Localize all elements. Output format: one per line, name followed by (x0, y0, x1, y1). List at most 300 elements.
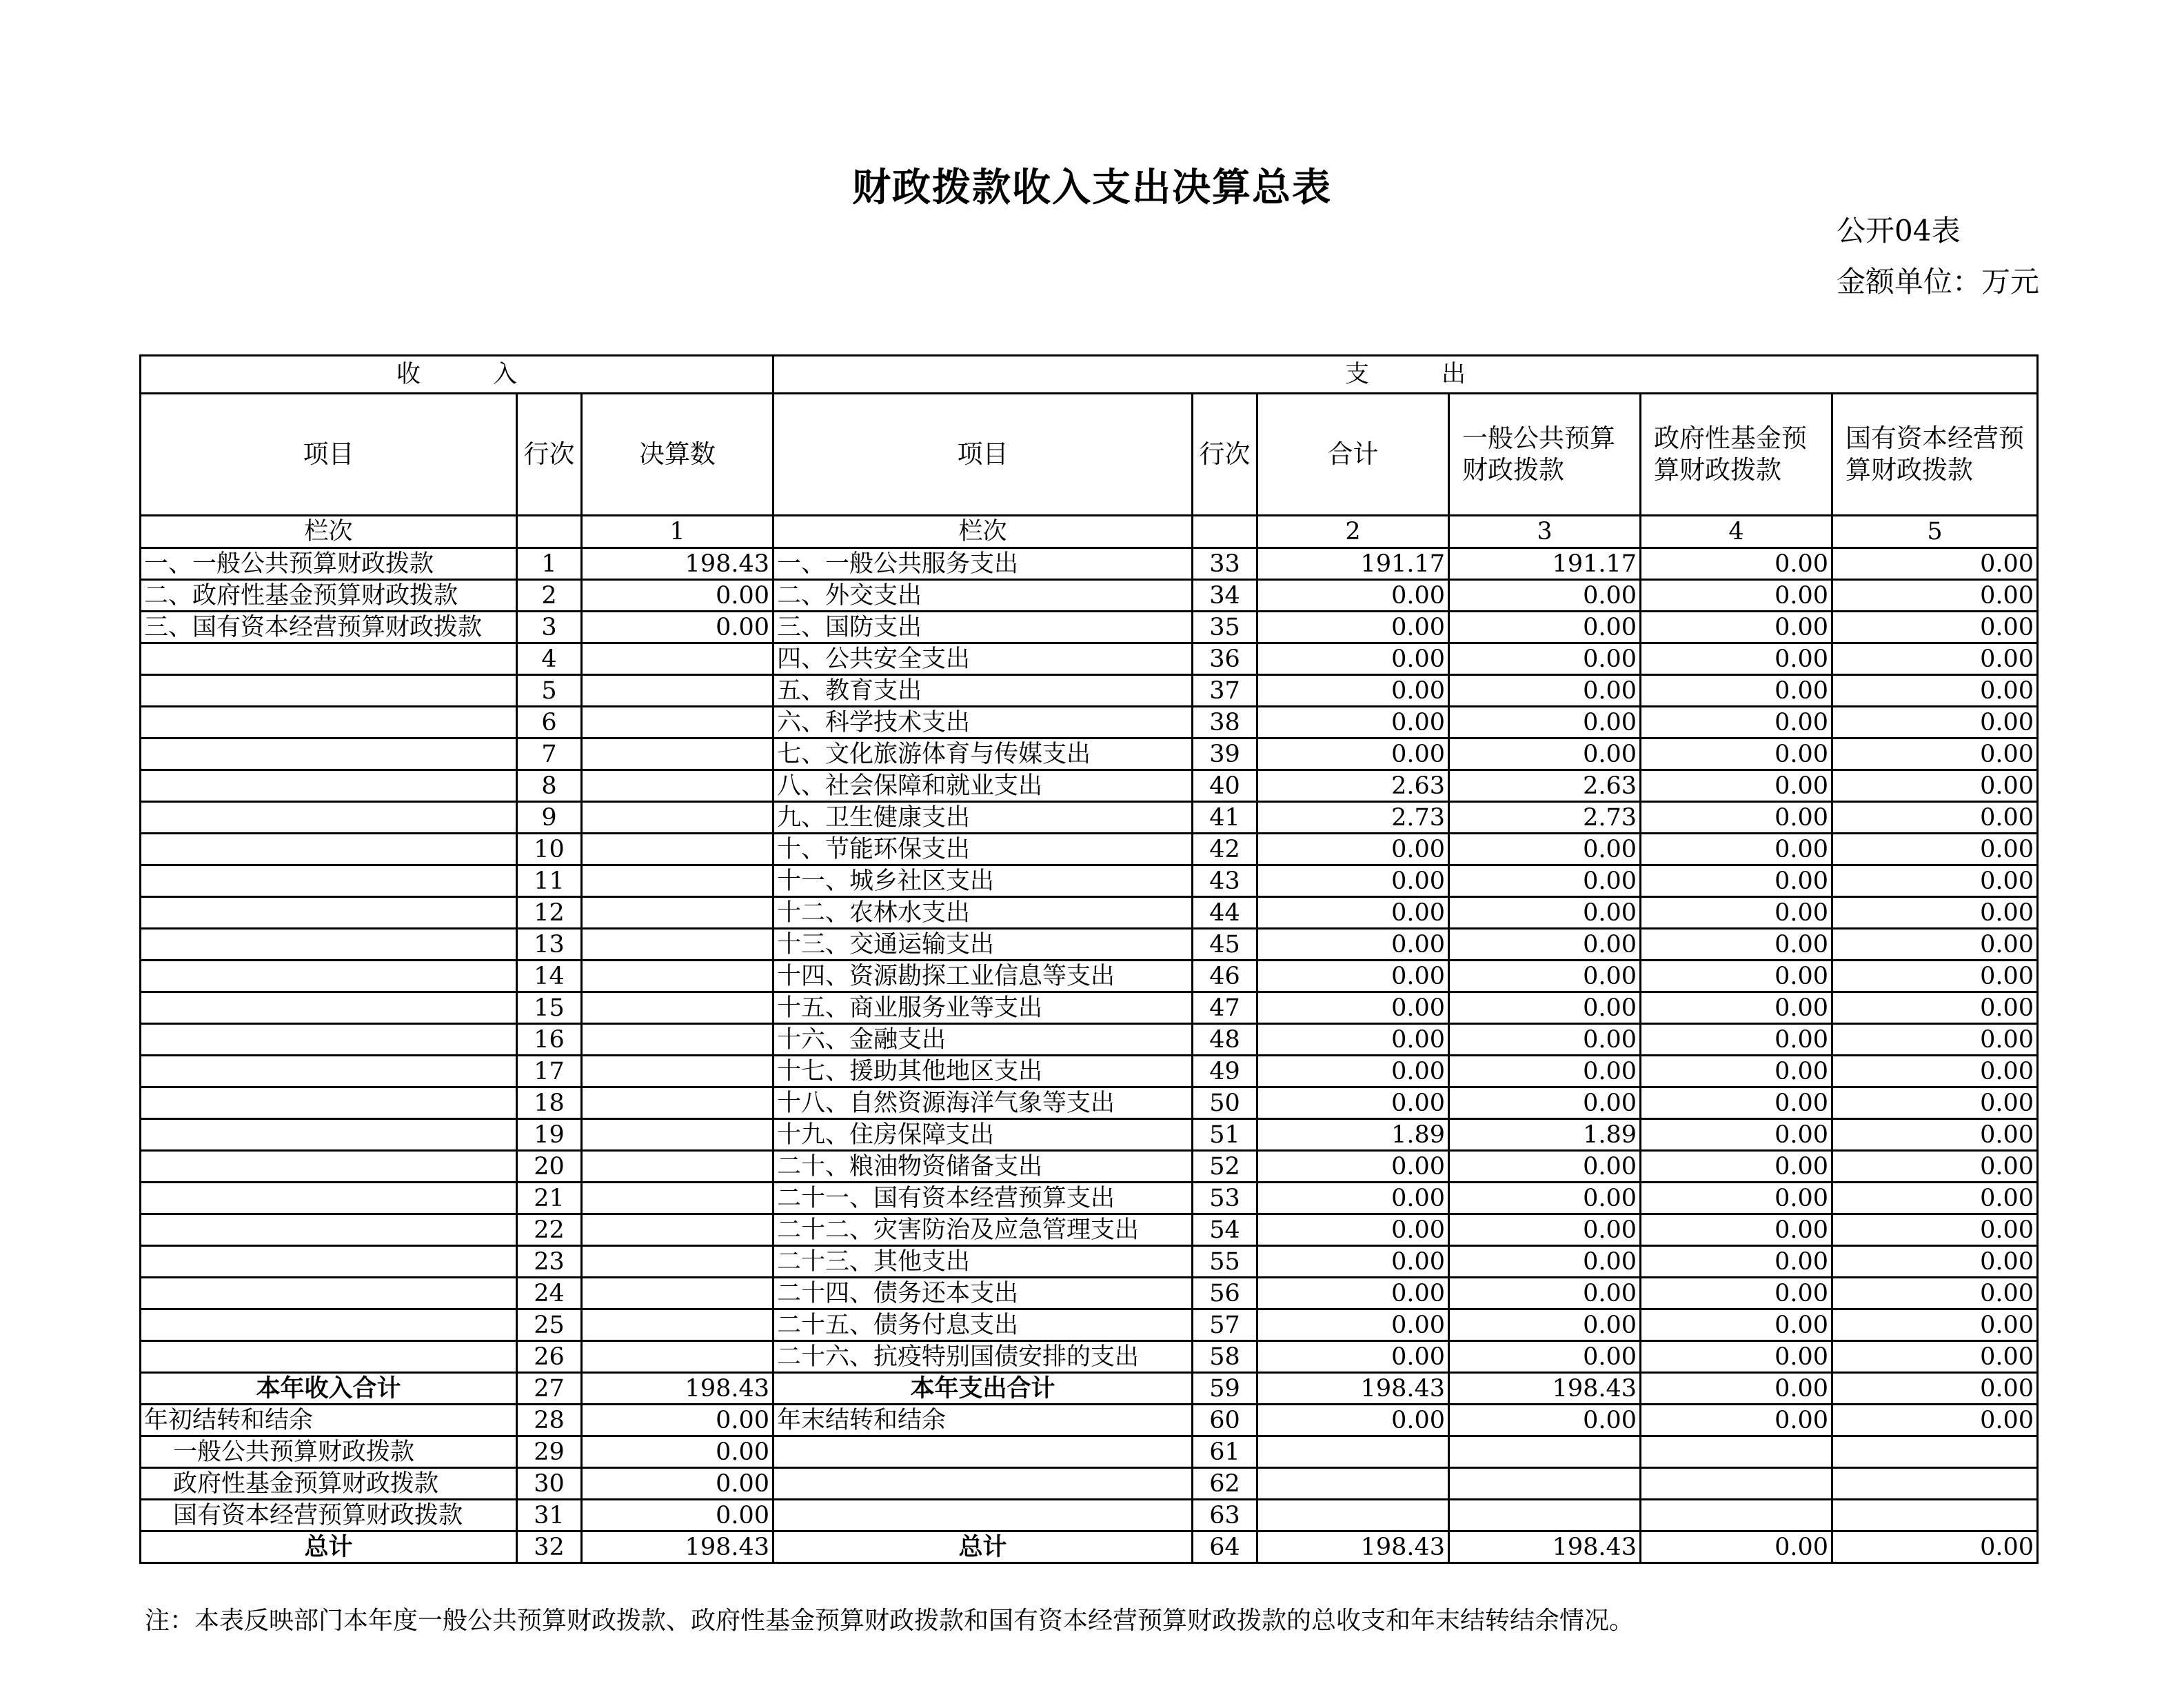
general-budget-cell: 198.43 (1449, 1373, 1641, 1405)
state-capital-cell: 0.00 (1832, 770, 2038, 802)
table-row (141, 1119, 2038, 1151)
income-item-cell (141, 1214, 517, 1246)
expense-row-no-cell: 54 (1193, 1214, 1257, 1246)
general-budget-cell: 0.00 (1449, 929, 1641, 961)
income-actual-cell: 0.00 (582, 1405, 774, 1436)
income-actual-cell (582, 992, 774, 1024)
income-item-cell: 本年收入合计 (141, 1373, 517, 1405)
expense-row-no-cell: 55 (1193, 1246, 1257, 1278)
income-row-no-cell: 7 (517, 738, 582, 770)
state-capital-cell: 0.00 (1832, 961, 2038, 992)
expense-total-cell: 0.00 (1257, 1151, 1449, 1183)
col-number-3: 3 (1449, 516, 1641, 548)
income-item-cell (141, 865, 517, 897)
income-item-cell (141, 738, 517, 770)
state-capital-cell: 0.00 (1832, 1341, 2038, 1373)
income-item-cell: 总计 (141, 1531, 517, 1563)
expense-item-cell: 十八、自然资源海洋气象等支出 (774, 1087, 1193, 1119)
gov-fund-cell: 0.00 (1641, 707, 1832, 738)
table-row (141, 770, 2038, 802)
state-capital-cell: 0.00 (1832, 802, 2038, 834)
income-row-no-cell: 22 (517, 1214, 582, 1246)
expense-total-cell: 0.00 (1257, 1214, 1449, 1246)
income-actual-cell (582, 643, 774, 675)
expense-row-no-cell: 42 (1193, 834, 1257, 865)
expense-row-no-cell: 39 (1193, 738, 1257, 770)
income-item-cell (141, 1151, 517, 1183)
budget-table (139, 354, 2039, 1564)
gov-fund-cell: 0.00 (1641, 1151, 1832, 1183)
general-budget-cell: 0.00 (1449, 1056, 1641, 1087)
income-row-no-cell: 6 (517, 707, 582, 738)
expense-total-cell: 0.00 (1257, 834, 1449, 865)
income-row-no-cell: 1 (517, 548, 582, 580)
expense-item-cell: 十五、商业服务业等支出 (774, 992, 1193, 1024)
gov-fund-cell: 0.00 (1641, 643, 1832, 675)
expense-row-no-cell: 47 (1193, 992, 1257, 1024)
state-capital-cell (1832, 1468, 2038, 1500)
expense-row-no-cell: 60 (1193, 1405, 1257, 1436)
income-actual-cell (582, 1151, 774, 1183)
gov-fund-cell: 0.00 (1641, 1024, 1832, 1056)
general-budget-cell: 0.00 (1449, 643, 1641, 675)
gov-fund-cell: 0.00 (1641, 770, 1832, 802)
state-capital-cell: 0.00 (1832, 834, 2038, 865)
expense-row-no-cell: 34 (1193, 580, 1257, 612)
expense-item-cell: 九、卫生健康支出 (774, 802, 1193, 834)
income-actual-cell (582, 738, 774, 770)
table-row (141, 675, 2038, 707)
expense-row-no-cell: 58 (1193, 1341, 1257, 1373)
table-row (141, 802, 2038, 834)
income-item-cell (141, 707, 517, 738)
state-capital-cell: 0.00 (1832, 1246, 2038, 1278)
table-row (141, 1309, 2038, 1341)
gov-fund-cell: 0.00 (1641, 1119, 1832, 1151)
table-row (141, 1183, 2038, 1214)
income-row-no-cell: 24 (517, 1278, 582, 1309)
expense-item-cell: 十七、援助其他地区支出 (774, 1056, 1193, 1087)
col-label-expense: 栏次 (774, 516, 1193, 548)
col-number-blank (1193, 516, 1257, 548)
expense-row-no-cell: 49 (1193, 1056, 1257, 1087)
state-capital-cell: 0.00 (1832, 1373, 2038, 1405)
table-row (141, 1214, 2038, 1246)
income-item-cell (141, 1278, 517, 1309)
income-item-cell (141, 643, 517, 675)
income-item-cell (141, 1183, 517, 1214)
table-row (141, 738, 2038, 770)
section-header-row (141, 356, 2038, 394)
expense-item-cell: 一、一般公共服务支出 (774, 548, 1193, 580)
income-actual-cell: 0.00 (582, 1436, 774, 1468)
income-actual-cell (582, 1024, 774, 1056)
expense-item-cell: 七、文化旅游体育与传媒支出 (774, 738, 1193, 770)
income-section-header: 收 入 (141, 356, 774, 394)
expense-row-no-cell: 38 (1193, 707, 1257, 738)
general-budget-cell (1449, 1500, 1641, 1531)
expense-item-cell: 十一、城乡社区支出 (774, 865, 1193, 897)
gov-fund-cell: 0.00 (1641, 580, 1832, 612)
income-item-cell: 三、国有资本经营预算财政拨款 (141, 612, 517, 643)
table-row (141, 929, 2038, 961)
income-actual-cell (582, 897, 774, 929)
expense-total-cell: 0.00 (1257, 992, 1449, 1024)
gov-fund-cell: 0.00 (1641, 1278, 1832, 1309)
expense-row-no-cell: 63 (1193, 1500, 1257, 1531)
income-row-no-cell: 12 (517, 897, 582, 929)
general-budget-cell: 0.00 (1449, 1405, 1641, 1436)
state-capital-cell (1832, 1500, 2038, 1531)
table-row (141, 643, 2038, 675)
income-actual-cell (582, 1183, 774, 1214)
income-actual-cell: 0.00 (582, 580, 774, 612)
gov-fund-header: 政府性基金预 算财政拨款 (1641, 394, 1832, 516)
income-row-no-cell: 32 (517, 1531, 582, 1563)
income-row-no-header: 行次 (517, 394, 582, 516)
expense-item-cell: 二十一、国有资本经营预算支出 (774, 1183, 1193, 1214)
income-actual-cell (582, 802, 774, 834)
income-row-no-cell: 29 (517, 1436, 582, 1468)
income-actual-cell (582, 1214, 774, 1246)
general-budget-cell: 0.00 (1449, 1183, 1641, 1214)
income-actual-cell (582, 675, 774, 707)
income-item-cell (141, 1246, 517, 1278)
expense-row-no-cell: 53 (1193, 1183, 1257, 1214)
income-row-no-cell: 26 (517, 1341, 582, 1373)
state-capital-cell: 0.00 (1832, 1024, 2038, 1056)
expense-item-cell: 三、国防支出 (774, 612, 1193, 643)
table-row (141, 1278, 2038, 1309)
income-row-no-cell: 21 (517, 1183, 582, 1214)
expense-item-cell: 四、公共安全支出 (774, 643, 1193, 675)
income-row-no-cell: 11 (517, 865, 582, 897)
income-actual-cell (582, 1341, 774, 1373)
general-budget-cell: 0.00 (1449, 897, 1641, 929)
amount-unit: 金额单位：万元 (1837, 265, 2040, 299)
income-actual-cell: 0.00 (582, 612, 774, 643)
income-item-cell (141, 834, 517, 865)
income-row-no-cell: 16 (517, 1024, 582, 1056)
income-actual-cell (582, 770, 774, 802)
expense-row-no-cell: 45 (1193, 929, 1257, 961)
income-row-no-cell: 3 (517, 612, 582, 643)
general-budget-cell: 2.73 (1449, 802, 1641, 834)
gov-fund-cell: 0.00 (1641, 1183, 1832, 1214)
gov-fund-cell: 0.00 (1641, 961, 1832, 992)
income-item-cell: 一、一般公共预算财政拨款 (141, 548, 517, 580)
income-row-no-cell: 19 (517, 1119, 582, 1151)
income-row-no-cell: 14 (517, 961, 582, 992)
expense-total-cell: 0.00 (1257, 1246, 1449, 1278)
gov-fund-cell (1641, 1468, 1832, 1500)
expense-total-cell: 191.17 (1257, 548, 1449, 580)
expense-item-cell: 二十五、债务付息支出 (774, 1309, 1193, 1341)
general-budget-cell: 0.00 (1449, 1309, 1641, 1341)
expense-row-no-cell: 50 (1193, 1087, 1257, 1119)
gov-fund-cell: 0.00 (1641, 548, 1832, 580)
expense-total-cell (1257, 1500, 1449, 1531)
state-capital-cell: 0.00 (1832, 548, 2038, 580)
gov-fund-cell: 0.00 (1641, 802, 1832, 834)
general-budget-header: 一般公共预算 财政拨款 (1449, 394, 1641, 516)
income-actual-cell: 198.43 (582, 1531, 774, 1563)
income-row-no-cell: 18 (517, 1087, 582, 1119)
state-capital-cell: 0.00 (1832, 643, 2038, 675)
expense-item-cell: 六、科学技术支出 (774, 707, 1193, 738)
table-row (141, 580, 2038, 612)
expense-total-cell: 0.00 (1257, 707, 1449, 738)
state-capital-cell: 0.00 (1832, 738, 2038, 770)
state-capital-cell: 0.00 (1832, 992, 2038, 1024)
state-capital-cell: 0.00 (1832, 675, 2038, 707)
expense-row-no-cell: 44 (1193, 897, 1257, 929)
general-budget-cell: 0.00 (1449, 1024, 1641, 1056)
expense-item-cell (774, 1468, 1193, 1500)
col-number-blank (517, 516, 582, 548)
income-actual-cell: 198.43 (582, 1373, 774, 1405)
general-budget-cell: 0.00 (1449, 707, 1641, 738)
state-capital-cell: 0.00 (1832, 1278, 2038, 1309)
expense-item-cell: 八、社会保障和就业支出 (774, 770, 1193, 802)
table-row (141, 548, 2038, 580)
income-actual-cell (582, 1087, 774, 1119)
income-item-cell (141, 802, 517, 834)
income-actual-cell (582, 865, 774, 897)
col-number-5: 5 (1832, 516, 2038, 548)
gov-fund-cell (1641, 1436, 1832, 1468)
gov-fund-cell: 0.00 (1641, 612, 1832, 643)
expense-total-cell: 0.00 (1257, 961, 1449, 992)
income-row-no-cell: 4 (517, 643, 582, 675)
expense-row-no-cell: 59 (1193, 1373, 1257, 1405)
expense-total-cell (1257, 1436, 1449, 1468)
expense-total-cell: 0.00 (1257, 1024, 1449, 1056)
general-budget-cell: 0.00 (1449, 1246, 1641, 1278)
expense-total-cell: 0.00 (1257, 580, 1449, 612)
state-capital-cell: 0.00 (1832, 1056, 2038, 1087)
income-item-cell: 年初结转和结余 (141, 1405, 517, 1436)
form-number: 公开04表 (1837, 214, 1961, 248)
general-budget-cell: 0.00 (1449, 992, 1641, 1024)
income-item-cell (141, 929, 517, 961)
state-capital-header: 国有资本经营预 算财政拨款 (1832, 394, 2038, 516)
income-item-cell (141, 1056, 517, 1087)
expense-total-cell: 0.00 (1257, 865, 1449, 897)
gov-fund-cell: 0.00 (1641, 834, 1832, 865)
table-row (141, 1246, 2038, 1278)
income-actual-cell (582, 1246, 774, 1278)
general-budget-cell: 0.00 (1449, 1341, 1641, 1373)
table-row (141, 865, 2038, 897)
income-actual-cell (582, 1278, 774, 1309)
general-budget-cell: 198.43 (1449, 1531, 1641, 1563)
expense-row-no-cell: 57 (1193, 1309, 1257, 1341)
income-item-cell (141, 1024, 517, 1056)
column-header-row (141, 394, 2038, 516)
expense-row-no-cell: 46 (1193, 961, 1257, 992)
general-budget-cell (1449, 1468, 1641, 1500)
gov-fund-cell: 0.00 (1641, 929, 1832, 961)
expense-item-cell: 十六、金融支出 (774, 1024, 1193, 1056)
general-budget-cell: 0.00 (1449, 1214, 1641, 1246)
income-row-no-cell: 5 (517, 675, 582, 707)
table-row (141, 1056, 2038, 1087)
expense-row-no-cell: 40 (1193, 770, 1257, 802)
income-actual-cell: 198.43 (582, 548, 774, 580)
income-actual-cell: 0.00 (582, 1468, 774, 1500)
table-row (141, 1373, 2038, 1405)
table-row (141, 961, 2038, 992)
expense-item-header: 项目 (774, 394, 1193, 516)
income-row-no-cell: 13 (517, 929, 582, 961)
expense-total-cell: 1.89 (1257, 1119, 1449, 1151)
expense-section-header: 支 出 (774, 356, 2038, 394)
expense-item-cell: 五、教育支出 (774, 675, 1193, 707)
income-item-cell: 政府性基金预算财政拨款 (141, 1468, 517, 1500)
gov-fund-cell: 0.00 (1641, 1056, 1832, 1087)
state-capital-cell: 0.00 (1832, 612, 2038, 643)
expense-total-header: 合计 (1257, 394, 1449, 516)
income-item-cell (141, 961, 517, 992)
gov-fund-cell: 0.00 (1641, 1341, 1832, 1373)
expense-item-cell: 十四、资源勘探工业信息等支出 (774, 961, 1193, 992)
income-actual-cell (582, 1119, 774, 1151)
gov-fund-cell: 0.00 (1641, 1246, 1832, 1278)
general-budget-cell: 0.00 (1449, 675, 1641, 707)
expense-item-cell: 二十四、债务还本支出 (774, 1278, 1193, 1309)
table-row (141, 1024, 2038, 1056)
income-row-no-cell: 9 (517, 802, 582, 834)
expense-total-cell: 0.00 (1257, 1087, 1449, 1119)
expense-item-cell: 二十、粮油物资储备支出 (774, 1151, 1193, 1183)
state-capital-cell: 0.00 (1832, 865, 2038, 897)
page-title: 财政拨款收入支出决算总表 (852, 165, 1332, 210)
table-row (141, 707, 2038, 738)
state-capital-cell: 0.00 (1832, 929, 2038, 961)
state-capital-cell: 0.00 (1832, 1405, 2038, 1436)
general-budget-cell: 0.00 (1449, 865, 1641, 897)
income-item-header: 项目 (141, 394, 517, 516)
expense-total-cell: 0.00 (1257, 897, 1449, 929)
gov-fund-cell: 0.00 (1641, 1214, 1832, 1246)
general-budget-cell: 0.00 (1449, 1278, 1641, 1309)
gov-fund-cell: 0.00 (1641, 738, 1832, 770)
general-budget-cell: 0.00 (1449, 1087, 1641, 1119)
expense-total-cell: 0.00 (1257, 1341, 1449, 1373)
expense-total-cell: 198.43 (1257, 1373, 1449, 1405)
gov-fund-cell: 0.00 (1641, 1531, 1832, 1563)
state-capital-cell: 0.00 (1832, 1183, 2038, 1214)
state-capital-cell: 0.00 (1832, 1151, 2038, 1183)
expense-total-cell: 0.00 (1257, 675, 1449, 707)
general-budget-cell: 0.00 (1449, 738, 1641, 770)
table-row (141, 1405, 2038, 1436)
table-row (141, 834, 2038, 865)
state-capital-cell: 0.00 (1832, 1309, 2038, 1341)
income-row-no-cell: 25 (517, 1309, 582, 1341)
income-actual-cell (582, 834, 774, 865)
income-actual-cell (582, 1309, 774, 1341)
table-row (141, 612, 2038, 643)
expense-item-cell: 十九、住房保障支出 (774, 1119, 1193, 1151)
general-budget-cell: 0.00 (1449, 834, 1641, 865)
state-capital-cell: 0.00 (1832, 1119, 2038, 1151)
table-row (141, 1341, 2038, 1373)
income-row-no-cell: 30 (517, 1468, 582, 1500)
expense-total-cell: 0.00 (1257, 1309, 1449, 1341)
income-row-no-cell: 17 (517, 1056, 582, 1087)
income-row-no-cell: 10 (517, 834, 582, 865)
expense-item-cell: 十三、交通运输支出 (774, 929, 1193, 961)
income-item-cell: 二、政府性基金预算财政拨款 (141, 580, 517, 612)
income-actual-cell (582, 929, 774, 961)
expense-row-no-cell: 43 (1193, 865, 1257, 897)
general-budget-cell: 191.17 (1449, 548, 1641, 580)
gov-fund-cell: 0.00 (1641, 675, 1832, 707)
table-row (141, 992, 2038, 1024)
income-item-cell (141, 770, 517, 802)
expense-total-cell: 0.00 (1257, 612, 1449, 643)
state-capital-cell: 0.00 (1832, 707, 2038, 738)
expense-total-cell: 0.00 (1257, 929, 1449, 961)
expense-row-no-cell: 37 (1193, 675, 1257, 707)
expense-row-no-cell: 48 (1193, 1024, 1257, 1056)
table-row (141, 1151, 2038, 1183)
expense-total-cell: 0.00 (1257, 1405, 1449, 1436)
table-row (141, 1436, 2038, 1468)
expense-row-no-cell: 35 (1193, 612, 1257, 643)
expense-row-no-cell: 61 (1193, 1436, 1257, 1468)
income-item-cell (141, 675, 517, 707)
expense-item-cell: 二十三、其他支出 (774, 1246, 1193, 1278)
expense-item-cell: 十、节能环保支出 (774, 834, 1193, 865)
income-row-no-cell: 15 (517, 992, 582, 1024)
state-capital-cell: 0.00 (1832, 580, 2038, 612)
expense-total-cell: 198.43 (1257, 1531, 1449, 1563)
general-budget-cell: 0.00 (1449, 580, 1641, 612)
state-capital-cell (1832, 1436, 2038, 1468)
gov-fund-cell: 0.00 (1641, 1309, 1832, 1341)
expense-item-cell (774, 1436, 1193, 1468)
income-item-cell (141, 897, 517, 929)
expense-row-no-cell: 51 (1193, 1119, 1257, 1151)
gov-fund-cell: 0.00 (1641, 992, 1832, 1024)
expense-row-no-cell: 62 (1193, 1468, 1257, 1500)
general-budget-cell: 0.00 (1449, 961, 1641, 992)
expense-total-cell: 2.73 (1257, 802, 1449, 834)
expense-row-no-cell: 33 (1193, 548, 1257, 580)
expense-total-cell: 0.00 (1257, 1278, 1449, 1309)
income-actual-header: 决算数 (582, 394, 774, 516)
state-capital-cell: 0.00 (1832, 1214, 2038, 1246)
income-item-cell (141, 1309, 517, 1341)
table-note: 注：本表反映部门本年度一般公共预算财政拨款、政府性基金预算财政拨款和国有资本经营预算财政拨款的总收支和年末结转结余情况。 (145, 1607, 1635, 1635)
table-row (141, 1468, 2038, 1500)
table-row (141, 1087, 2038, 1119)
table-row (141, 1531, 2038, 1563)
income-item-cell (141, 992, 517, 1024)
gov-fund-cell: 0.00 (1641, 1405, 1832, 1436)
income-item-cell (141, 1341, 517, 1373)
expense-item-cell: 本年支出合计 (774, 1373, 1193, 1405)
col-number-4: 4 (1641, 516, 1832, 548)
general-budget-cell: 0.00 (1449, 1151, 1641, 1183)
gov-fund-cell: 0.00 (1641, 865, 1832, 897)
income-item-cell (141, 1087, 517, 1119)
state-capital-cell: 0.00 (1832, 1087, 2038, 1119)
income-row-no-cell: 31 (517, 1500, 582, 1531)
